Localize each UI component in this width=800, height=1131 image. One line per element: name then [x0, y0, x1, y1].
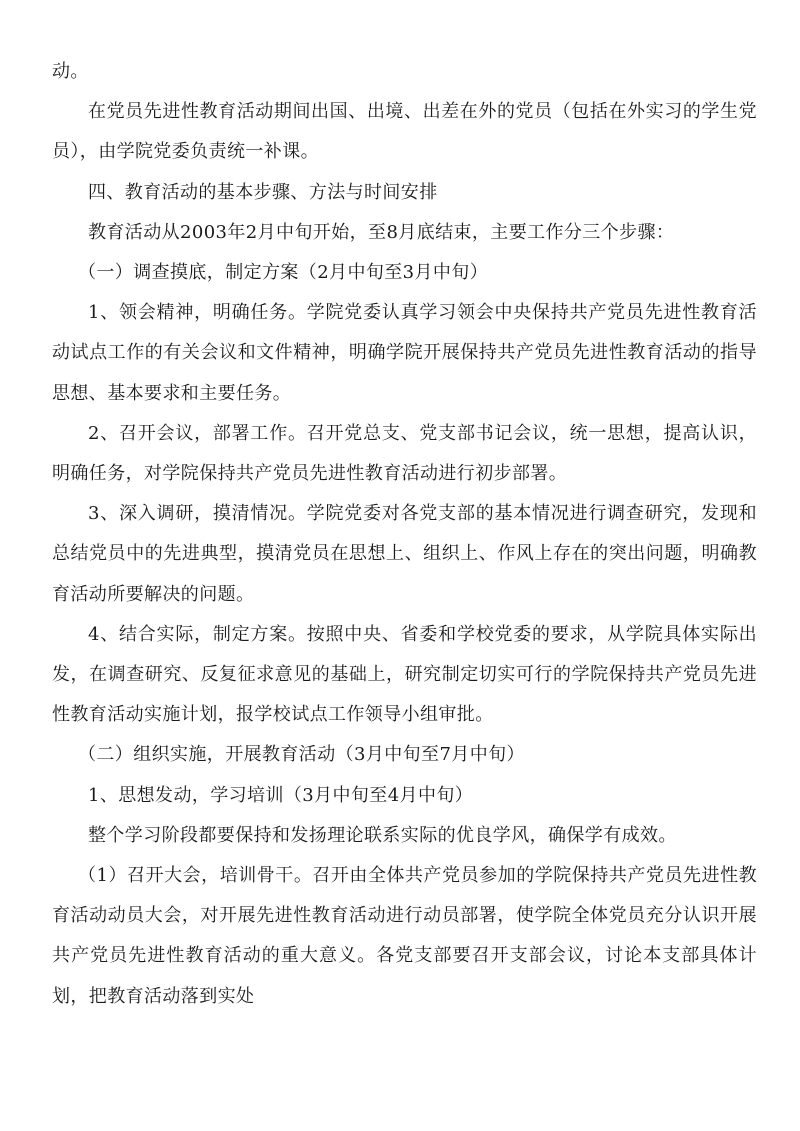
section-heading-steps: 四、教育活动的基本步骤、方法与时间安排: [88, 181, 438, 203]
subsection-heading-1: （一）调查摸底，制定方案（2月中旬至3月中旬）: [78, 262, 489, 284]
paragraph-item-4: 4、结合实际，制定方案。按照中央、省委和学校党委的要求，从学院具体实际出发，在调查研究、反复征求意见的基础上，研究制定切实可行的学院保持共产党员先进性教育活动实施计划，报学校试点工作领导小组审批。: [52, 623, 757, 726]
paragraph-overseas-members: 在党员先进性教育活动期间出国、出境、出差在外的党员（包括在外实习的学生党员），由学院党委负责统一补课。: [52, 101, 757, 163]
paragraph-continuation: 动。: [52, 61, 89, 82]
paragraph-step-1: 1、思想发动，学习培训（3月中旬至4月中旬）: [88, 784, 474, 806]
paragraph-mobilization: （1）召开大会，培训骨干。召开由全体共产党员参加的学院保持共产党员先进性教育活动动员大会，对开展先进性教育活动进行动员部署，使学院全体党员充分认识开展共产党员先进性教育活动的重大意义。各党支部要召开支部会议，讨论本支部具体计划，把教育活动落到实处: [52, 865, 757, 1007]
paragraph-item-2: 2、召开会议，部署工作。召开党总支、党支部书记会议，统一思想，提高认识，明确任务，对学院保持共产党员先进性教育活动进行初步部署。: [52, 422, 757, 485]
paragraph-schedule: 教育活动从2003年2月中旬开始，至8月底结束，主要工作分三个步骤：: [88, 221, 675, 243]
paragraph-study-style: 整个学习阶段都要保持和发扬理论联系实际的优良学风，确保学有成效。: [88, 824, 677, 846]
subsection-heading-2: （二）组织实施，开展教育活动（3月中旬至7月中旬）: [78, 744, 525, 766]
document-body: [52, 52, 757, 1017]
paragraph-item-1: 1、领会精神，明确任务。学院党委认真学习领会中央保持共产党员先进性教育活动试点工作的有关会议和文件精神，明确学院开展保持共产党员先进性教育活动的指导思想、基本要求和主要任务。: [52, 302, 757, 404]
paragraph-item-3: 3、深入调研，摸清情况。学院党委对各党支部的基本情况进行调查研究，发现和总结党员中的先进典型，摸清党员在思想上、组织上、作风上存在的突出问题，明确教育活动所要解决的问题。: [52, 503, 757, 605]
